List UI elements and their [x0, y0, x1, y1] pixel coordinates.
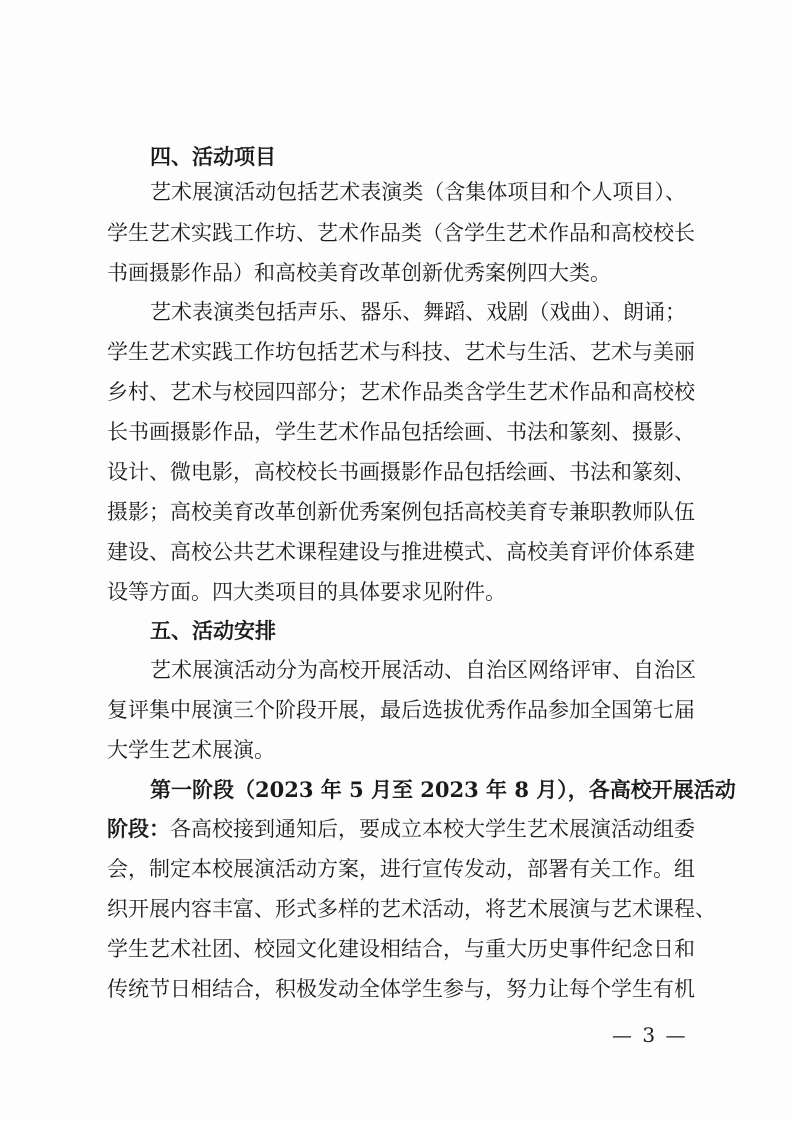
section-5-heading: 五、活动安排 [150, 619, 276, 643]
section-4-heading: 四、活动项目 [150, 145, 276, 169]
s4-p2-line-2: 学生艺术实践工作坊包括艺术与科技、艺术与生活、艺术与美丽 [107, 340, 695, 364]
stage-1-line-2: 会，制定本校展演活动方案，进行宣传发动，部署有关工作。组 [107, 857, 695, 881]
stage-1-text-start: 各高校接到通知后，要成立本校大学生艺术展演活动组委 [170, 817, 695, 841]
s4-p1-line-3: 书画摄影作品）和高校美育改革创新优秀案例四大类。 [107, 261, 611, 285]
s4-p1-line-2: 学生艺术实践工作坊、艺术作品类（含学生艺术作品和高校校长 [107, 221, 695, 245]
s4-p2-line-7: 建设、高校公共艺术课程建设与推进模式、高校美育评价体系建 [107, 540, 695, 564]
s4-p2-line-5: 设计、微电影，高校校长书画摄影作品包括绘画、书法和篆刻、 [107, 460, 695, 484]
stage-1-line-1 [107, 815, 695, 843]
page-number: — 3 — [612, 1023, 688, 1047]
stage-1-title: 第一阶段（2023 年 5 月至 2023 年 8 月），各高校开展活动 [150, 777, 736, 802]
s4-p2-line-3: 乡村、艺术与校园四部分；艺术作品类含学生艺术作品和高校校 [107, 380, 695, 404]
s4-p2-line-8: 设等方面。四大类项目的具体要求见附件。 [107, 580, 506, 604]
stage-1-line-5: 传统节日相结合，积极发动全体学生参与，努力让每个学生有机 [107, 977, 695, 1001]
s4-p2-line-4: 长书画摄影作品，学生艺术作品包括绘画、书法和篆刻、摄影、 [107, 420, 695, 444]
s5-p1-line-1: 艺术展演活动分为高校开展活动、自治区网络评审、自治区 [150, 658, 696, 682]
s4-p2-line-1: 艺术表演类包括声乐、器乐、舞蹈、戏剧（戏曲）、朗诵； [150, 300, 686, 324]
s4-p1-line-1: 艺术展演活动包括艺术表演类（含集体项目和个人项目）、 [150, 180, 686, 204]
s4-p2-line-6: 摄影；高校美育改革创新优秀案例包括高校美育专兼职教师队伍 [107, 500, 695, 524]
s5-p1-line-3: 大学生艺术展演。 [107, 738, 275, 762]
stage-1-line-3: 织开展内容丰富、形式多样的艺术活动，将艺术展演与艺术课程、 [107, 897, 716, 921]
stage-1-title-end: 阶段： [107, 816, 170, 841]
s5-p1-line-2: 复评集中展演三个阶段开展，最后选拔优秀作品参加全国第七届 [107, 698, 695, 722]
stage-1-line-4: 学生艺术社团、校园文化建设相结合，与重大历史事件纪念日和 [107, 937, 695, 961]
